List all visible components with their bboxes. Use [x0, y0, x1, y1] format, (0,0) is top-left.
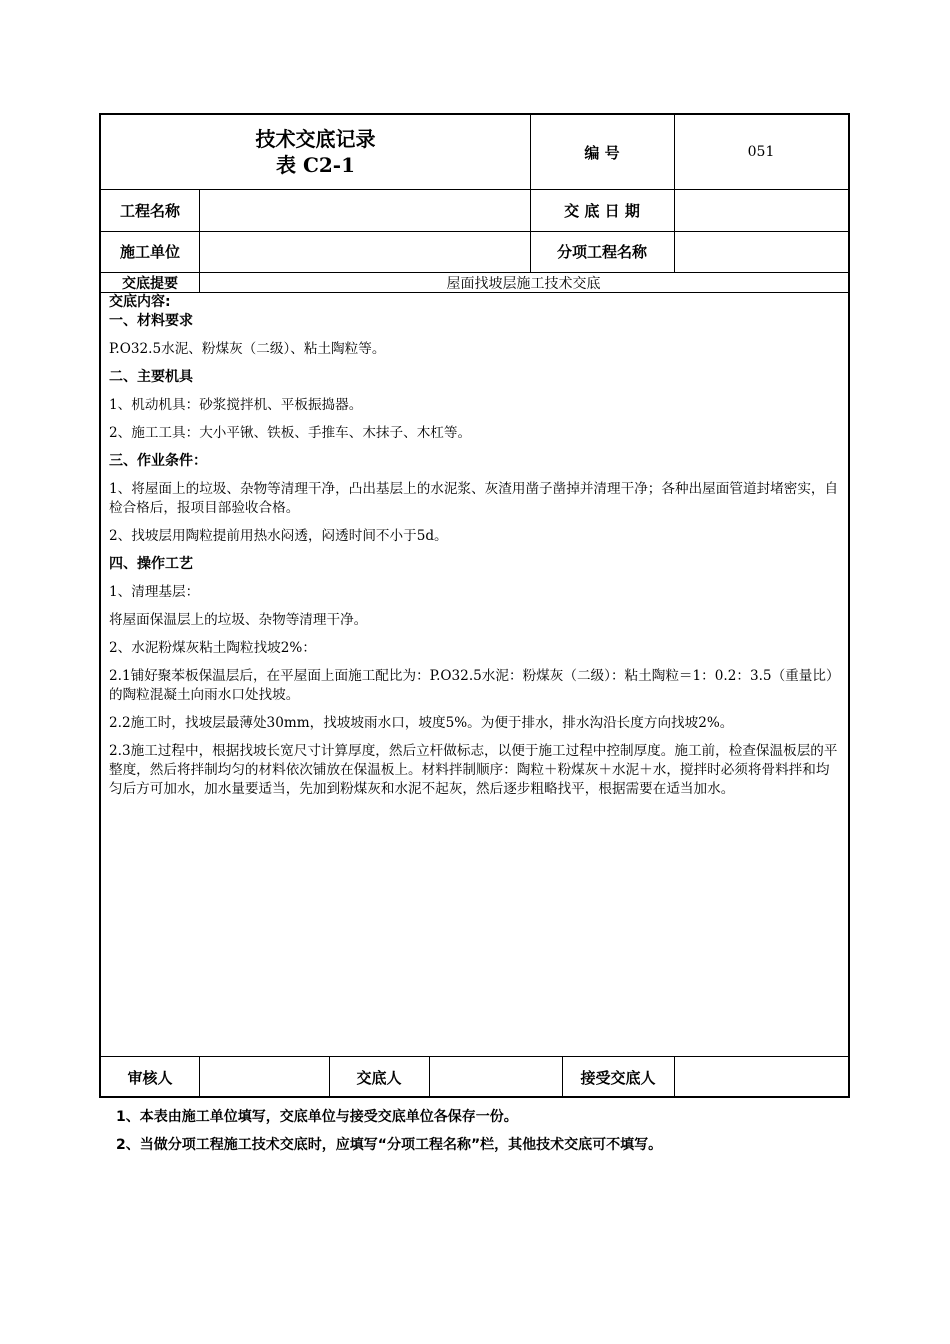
section-process-text-1: 1、清理基层：	[109, 584, 200, 600]
section-conditions-title: 三、作业条件：	[109, 453, 207, 469]
reviewer-label: 审核人	[127, 1068, 173, 1087]
note-2: 2、当做分项工程施工技术交底时，应填写“分项工程名称”栏，其他技术交底可不填写。	[116, 1137, 663, 1153]
subproject-field[interactable]	[674, 231, 848, 272]
form-title-cell	[101, 115, 530, 189]
section-tools-text-1: 1、机动机具：砂浆搅拌机、平板振捣器。	[109, 397, 363, 413]
presenter-label: 交底人	[356, 1068, 402, 1087]
note-1: 1、本表由施工单位填写，交底单位与接受交底单位各保存一份。	[116, 1109, 518, 1125]
date-label: 交 底 日 期	[564, 201, 640, 220]
presenter-field[interactable]	[429, 1056, 562, 1098]
section-materials-text: P.O32.5水泥、粉煤灰（二级）、粘土陶粒等。	[109, 341, 386, 357]
summary-label: 交底提要	[122, 275, 178, 292]
contractor-label: 施工单位	[119, 243, 180, 261]
project-name-label: 工程名称	[119, 201, 180, 220]
number-label: 编 号	[584, 143, 620, 162]
number-value[interactable]: 051	[747, 144, 775, 160]
disclosure-content	[109, 296, 842, 799]
contractor-field[interactable]	[199, 231, 530, 272]
form-title: 技术交底记录	[255, 127, 376, 151]
technical-disclosure-form	[99, 113, 850, 1098]
summary-field[interactable]: 屋面找坡层施工技术交底	[446, 275, 601, 292]
content-label: 交底内容:	[109, 294, 171, 310]
receiver-label: 接受交底人	[580, 1068, 656, 1087]
receiver-field[interactable]	[674, 1056, 848, 1098]
section-process-text-4: 2.1铺好聚苯板保温层后，在平屋面上面施工配比为：P.O32.5水泥：粉煤灰（二级）：粘土陶粒＝1：0.2：3.5（重量比）的陶粒混凝土向雨水口处找坡。	[109, 668, 840, 703]
project-name-field[interactable]	[199, 189, 530, 231]
section-process-text-3: 2、水泥粉煤灰粘土陶粒找坡2%：	[109, 640, 316, 656]
date-field[interactable]	[674, 189, 848, 231]
section-process-title: 四、操作工艺	[109, 556, 193, 572]
section-tools-title: 二、主要机具	[109, 369, 193, 385]
section-process-text-6: 2.3施工过程中，根据找坡长宽尺寸计算厚度，然后立杆做标志，以便于施工过程中控制厚度。施工前，检查保温板层的平整度，然后将拌制均匀的材料依次铺放在保温板上。材料拌制顺序：陶粒＋粉煤灰＋水泥＋水，搅拌时必须将骨料拌和均匀后方可加水，加水量要适当，先加到粉煤灰和水泥不起灰，然后逐步粗略找平，根据需要在适当加水。	[109, 743, 838, 797]
section-process-text-2: 将屋面保温层上的垃圾、杂物等清理干净。	[109, 612, 368, 628]
reviewer-field[interactable]	[199, 1056, 329, 1098]
section-tools-text-2: 2、施工工具：大小平锹、铁板、手推车、木抹子、木杠等。	[109, 425, 472, 441]
form-code: 表 C2-1	[275, 153, 355, 177]
section-conditions-text-1: 1、将屋面上的垃圾、杂物等清理干净，凸出基层上的水泥浆、灰渣用凿子凿掉并清理干净；各种出屋面管道封堵密实，自检合格后，报项目部验收合格。	[109, 481, 839, 516]
subproject-label: 分项工程名称	[556, 243, 647, 261]
footer-notes	[116, 1103, 662, 1159]
section-conditions-text-2: 2、找坡层用陶粒提前用热水闷透，闷透时间不小于5d。	[109, 528, 448, 544]
section-materials-title: 一、材料要求	[109, 313, 193, 329]
section-process-text-5: 2.2施工时，找坡层最薄处30mm，找坡坡雨水口，坡度5%。为便于排水，排水沟沿长度方向找坡2%。	[109, 715, 734, 731]
